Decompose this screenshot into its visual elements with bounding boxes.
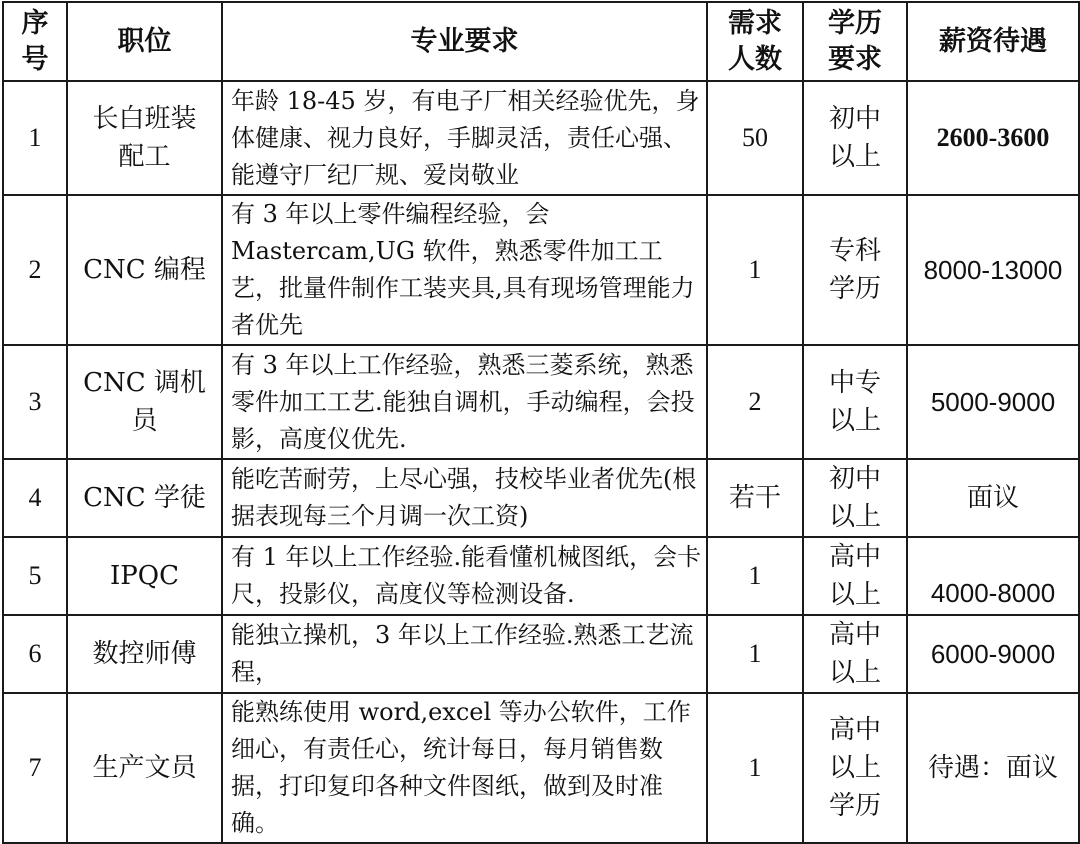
row-requirements: 能吃苦耐劳，上尽心强，技校毕业者优先(根据表现每三个月调一次工资) — [222, 459, 707, 537]
row-salary: 6000-9000 — [907, 615, 1079, 693]
row-index: 5 — [3, 537, 67, 615]
table-row — [3, 537, 1079, 615]
header-salary: 薪资待遇 — [907, 2, 1079, 81]
row-salary: 4000-8000 — [907, 537, 1079, 615]
row-index: 2 — [3, 195, 67, 345]
row-education: 中专 以上 — [803, 345, 907, 459]
row-education: 初中 以上 — [803, 81, 907, 195]
row-position: 长白班装 配工 — [67, 81, 222, 195]
row-requirements: 有 3 年以上零件编程经验，会 Mastercam,UG 软件，熟悉零件加工工艺，批量件制作工装夹具,具有现场管理能力者优先 — [222, 195, 707, 345]
header-headcount: 需求 人数 — [707, 2, 803, 81]
row-salary: 2600-3600 — [907, 81, 1079, 195]
table-row — [3, 459, 1079, 537]
header-requirements: 专业要求 — [222, 2, 707, 81]
table-row — [3, 693, 1079, 843]
row-headcount: 1 — [707, 693, 803, 843]
row-education: 初中 以上 — [803, 459, 907, 537]
row-headcount: 50 — [707, 81, 803, 195]
table-row — [3, 615, 1079, 693]
header-row — [3, 2, 1079, 81]
row-position: CNC 调机 员 — [67, 345, 222, 459]
row-index: 1 — [3, 81, 67, 195]
row-requirements: 年龄 18-45 岁，有电子厂相关经验优先，身体健康、视力良好，手脚灵活，责任心强、能遵守厂纪厂规、爱岗敬业 — [222, 81, 707, 195]
row-headcount: 2 — [707, 345, 803, 459]
row-salary: 面议 — [907, 459, 1079, 537]
row-index: 6 — [3, 615, 67, 693]
row-index: 7 — [3, 693, 67, 843]
header-position: 职位 — [67, 2, 222, 81]
row-requirements: 有 3 年以上工作经验，熟悉三菱系统，熟悉零件加工工艺.能独自调机，手动编程，会投影，高度仪优先. — [222, 345, 707, 459]
row-index: 4 — [3, 459, 67, 537]
row-education: 高中 以上 — [803, 537, 907, 615]
job-table — [2, 1, 1080, 844]
row-education: 高中 以上 — [803, 615, 907, 693]
row-position: CNC 编程 — [67, 195, 222, 345]
table-row — [3, 195, 1079, 345]
row-headcount: 若干 — [707, 459, 803, 537]
table-row — [3, 345, 1079, 459]
row-salary: 5000-9000 — [907, 345, 1079, 459]
row-education: 专科 学历 — [803, 195, 907, 345]
row-position: IPQC — [67, 537, 222, 615]
header-education: 学历 要求 — [803, 2, 907, 81]
header-index: 序 号 — [3, 2, 67, 81]
table-row — [3, 81, 1079, 195]
row-salary: 8000-13000 — [907, 195, 1079, 345]
row-position: 生产文员 — [67, 693, 222, 843]
row-index: 3 — [3, 345, 67, 459]
row-education: 高中 以上 学历 — [803, 693, 907, 843]
row-headcount: 1 — [707, 195, 803, 345]
row-salary: 待遇：面议 — [907, 693, 1079, 843]
row-requirements: 能独立操机，3 年以上工作经验.熟悉工艺流程， — [222, 615, 707, 693]
row-headcount: 1 — [707, 537, 803, 615]
row-requirements: 有 1 年以上工作经验.能看懂机械图纸，会卡尺，投影仪，高度仪等检测设备. — [222, 537, 707, 615]
row-requirements: 能熟练使用 word,excel 等办公软件，工作细心，有责任心，统计每日，每月销售数据，打印复印各种文件图纸，做到及时准确。 — [222, 693, 707, 843]
row-position: 数控师傅 — [67, 615, 222, 693]
row-position: CNC 学徒 — [67, 459, 222, 537]
row-headcount: 1 — [707, 615, 803, 693]
